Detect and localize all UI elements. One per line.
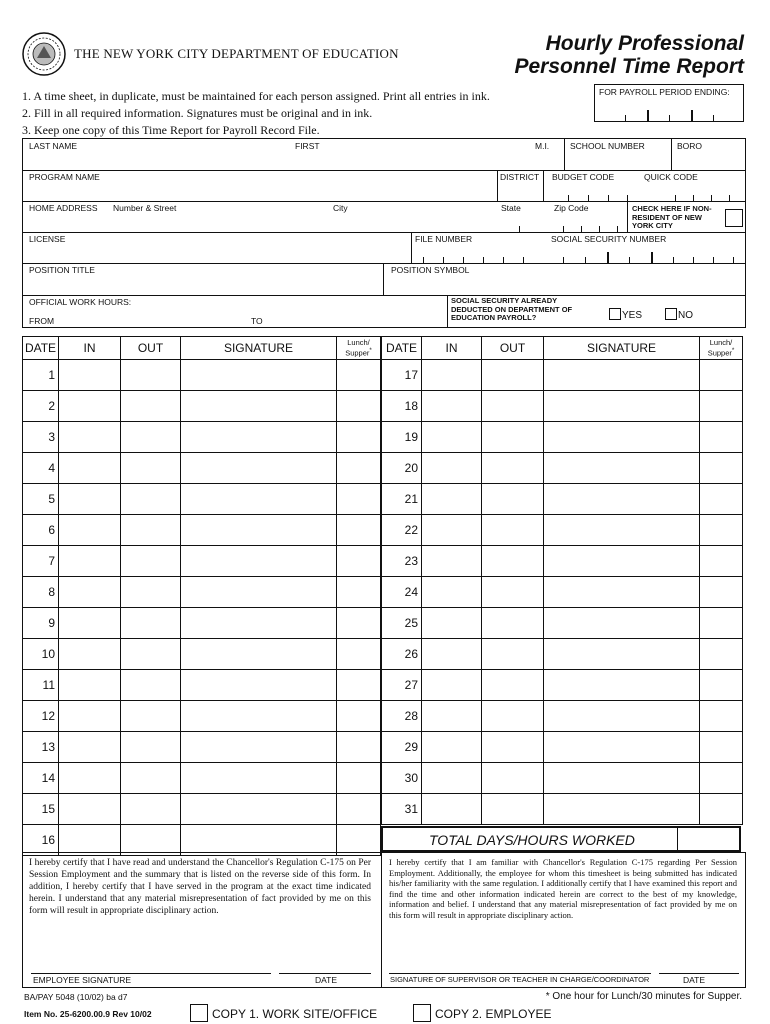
payroll-period-label: FOR PAYROLL PERIOD ENDING: — [599, 87, 730, 97]
to-label: TO — [251, 316, 263, 326]
out-cell[interactable] — [482, 639, 544, 670]
day-number: 30 — [382, 763, 422, 794]
lunch-cell[interactable] — [700, 794, 743, 825]
table-row — [23, 732, 381, 763]
last-name-field[interactable] — [23, 139, 563, 170]
signature-cell[interactable] — [544, 763, 700, 794]
table-row — [382, 701, 743, 732]
lunch-cell[interactable] — [337, 608, 381, 639]
out-cell[interactable] — [482, 484, 544, 515]
signature-cell[interactable] — [181, 670, 337, 701]
out-cell[interactable] — [482, 732, 544, 763]
out-cell[interactable] — [121, 763, 181, 794]
quick-code-label: QUICK CODE — [644, 172, 698, 182]
signature-header-right: SIGNATURE — [544, 337, 700, 360]
signature-cell[interactable] — [544, 453, 700, 484]
out-cell[interactable] — [121, 670, 181, 701]
lunch-cell[interactable] — [700, 639, 743, 670]
lunch-cell[interactable] — [337, 794, 381, 825]
lunch-cell[interactable] — [337, 453, 381, 484]
signature-cell[interactable] — [544, 360, 700, 391]
first-name-label: FIRST — [295, 141, 320, 151]
in-cell[interactable] — [59, 825, 121, 856]
time-table-right — [381, 336, 743, 825]
signature-cell[interactable] — [181, 701, 337, 732]
signature-cell[interactable] — [181, 825, 337, 856]
total-label: TOTAL DAYS/HOURS WORKED — [429, 832, 635, 848]
in-cell[interactable] — [59, 608, 121, 639]
out-cell[interactable] — [121, 422, 181, 453]
employee-signature-field[interactable] — [31, 953, 271, 973]
in-cell[interactable] — [422, 515, 482, 546]
footnote: * One hour for Lunch/30 minutes for Supper. — [545, 991, 742, 1002]
license-field[interactable] — [23, 232, 411, 263]
out-cell[interactable] — [121, 360, 181, 391]
in-cell[interactable] — [59, 546, 121, 577]
table-row — [382, 360, 743, 391]
day-number: 19 — [382, 422, 422, 453]
nonresident-checkbox[interactable] — [725, 209, 743, 227]
in-cell[interactable] — [422, 546, 482, 577]
day-number: 26 — [382, 639, 422, 670]
school-number-label: SCHOOL NUMBER — [570, 141, 645, 151]
in-cell[interactable] — [59, 360, 121, 391]
day-number: 25 — [382, 608, 422, 639]
in-cell[interactable] — [59, 794, 121, 825]
table-row — [382, 484, 743, 515]
license-label: LICENSE — [29, 234, 66, 244]
table-row — [23, 484, 381, 515]
home-address-label: HOME ADDRESS — [29, 203, 98, 213]
in-cell[interactable] — [422, 670, 482, 701]
day-number: 21 — [382, 484, 422, 515]
lunch-cell[interactable] — [337, 763, 381, 794]
mi-label: M.I. — [535, 141, 550, 151]
position-symbol-label: POSITION SYMBOL — [391, 265, 470, 275]
out-cell[interactable] — [482, 608, 544, 639]
work-hours-label: OFFICIAL WORK HOURS: — [29, 297, 132, 307]
day-number: 22 — [382, 515, 422, 546]
in-cell[interactable] — [59, 453, 121, 484]
lunch-cell[interactable] — [337, 515, 381, 546]
out-cell[interactable] — [482, 422, 544, 453]
signature-cell[interactable] — [544, 515, 700, 546]
lunch-cell[interactable] — [337, 391, 381, 422]
table-row — [382, 453, 743, 484]
day-number: 14 — [23, 763, 59, 794]
day-number: 13 — [23, 732, 59, 763]
file-number-label: FILE NUMBER — [415, 234, 473, 244]
lunch-header: Lunch/ Supper* — [337, 337, 381, 360]
day-number: 5 — [23, 484, 59, 515]
instruction-2: 2. Fill in all required information. Signatures must be original and in ink. — [22, 106, 373, 120]
day-number: 7 — [23, 546, 59, 577]
table-row — [23, 670, 381, 701]
no-label: NO — [678, 310, 693, 321]
out-cell[interactable] — [121, 608, 181, 639]
out-cell[interactable] — [482, 546, 544, 577]
day-number: 28 — [382, 701, 422, 732]
lunch-cell[interactable] — [337, 701, 381, 732]
budget-code-label: BUDGET CODE — [552, 172, 615, 182]
employee-signature-label: EMPLOYEE SIGNATURE — [33, 975, 132, 985]
signature-cell[interactable] — [181, 515, 337, 546]
day-number: 27 — [382, 670, 422, 701]
table-row — [23, 453, 381, 484]
table-row — [382, 391, 743, 422]
signature-cell[interactable] — [181, 639, 337, 670]
in-cell[interactable] — [422, 422, 482, 453]
in-cell[interactable] — [59, 484, 121, 515]
day-number: 15 — [23, 794, 59, 825]
signature-cell[interactable] — [181, 484, 337, 515]
out-cell[interactable] — [121, 825, 181, 856]
table-row — [382, 422, 743, 453]
yes-checkbox[interactable] — [609, 308, 621, 320]
lunch-cell[interactable] — [700, 732, 743, 763]
no-checkbox[interactable] — [665, 308, 677, 320]
supervisor-signature-field[interactable] — [389, 953, 651, 973]
lunch-cell[interactable] — [700, 360, 743, 391]
table-row — [23, 360, 381, 391]
table-row — [382, 794, 743, 825]
signature-cell[interactable] — [181, 360, 337, 391]
supervisor-date-label: DATE — [683, 975, 706, 985]
out-cell[interactable] — [121, 453, 181, 484]
number-street-label: Number & Street — [113, 203, 177, 213]
signature-cell[interactable] — [181, 453, 337, 484]
table-row — [23, 422, 381, 453]
table-row — [23, 639, 381, 670]
org-name: THE NEW YORK CITY DEPARTMENT OF EDUCATION — [74, 46, 399, 61]
table-row — [382, 670, 743, 701]
lunch-cell[interactable] — [700, 670, 743, 701]
copy2-checkbox[interactable] — [413, 1004, 431, 1022]
supervisor-certification: I hereby certify that I am familiar with Chancellor's Regulation C-175 regarding Per Session Employment. Additionally, the employee for whom this timesheet is being submitted has indicated his/her familiarity with the same regulation. I additionally certify that I have examined this report and find the time and other information indicated herein are correct to the best of my knowledge, information and belief. I understand that any material misrepresentation of fact provided by me on this form will result in appropriate disciplinary action. — [389, 857, 737, 920]
employee-date-label: DATE — [315, 975, 338, 985]
signature-cell[interactable] — [181, 732, 337, 763]
form-title-line2: Personnel Time Report — [514, 55, 744, 78]
item-number: Item No. 25-6200.00.9 Rev 10/02 — [24, 1009, 152, 1019]
total-box — [381, 826, 741, 852]
program-name-field[interactable] — [23, 170, 497, 201]
employee-certification: I hereby certify that I have read and understand the Chancellor's Regulation C-175 on Per Session Employment and the summary that is listed on the reverse side of this form. In addition, I hereby certify that I have served in the program at the exact time indicated herein. I understand that any material misrepresentation of fact provided by me on this form will result in appropriate disciplinary action. — [29, 858, 371, 916]
lunch-cell[interactable] — [700, 701, 743, 732]
in-cell[interactable] — [422, 794, 482, 825]
state-label: State — [501, 203, 521, 213]
table-row — [23, 546, 381, 577]
day-number: 17 — [382, 360, 422, 391]
yes-label: YES — [622, 310, 643, 321]
out-cell[interactable] — [482, 360, 544, 391]
signature-cell[interactable] — [544, 732, 700, 763]
day-number: 20 — [382, 453, 422, 484]
from-label: FROM — [29, 316, 55, 326]
lunch-cell[interactable] — [700, 484, 743, 515]
instruction-1: 1. A time sheet, in duplicate, must be maintained for each person assigned. Print all entries in ink. — [22, 89, 490, 103]
out-cell[interactable] — [121, 732, 181, 763]
signature-cell[interactable] — [544, 608, 700, 639]
table-row — [382, 515, 743, 546]
out-cell[interactable] — [482, 670, 544, 701]
in-cell[interactable] — [422, 484, 482, 515]
out-cell[interactable] — [482, 577, 544, 608]
day-number: 29 — [382, 732, 422, 763]
day-number: 2 — [23, 391, 59, 422]
certification-box — [22, 852, 746, 988]
nyc-seal-icon — [22, 32, 66, 76]
last-name-label: LAST NAME — [29, 141, 78, 151]
table-row — [23, 794, 381, 825]
in-cell[interactable] — [59, 732, 121, 763]
lunch-cell[interactable] — [337, 639, 381, 670]
out-cell[interactable] — [121, 515, 181, 546]
signature-cell[interactable] — [544, 546, 700, 577]
signature-cell[interactable] — [181, 391, 337, 422]
position-title-field[interactable] — [23, 263, 383, 295]
out-cell[interactable] — [121, 391, 181, 422]
lunch-cell[interactable] — [700, 515, 743, 546]
out-header: OUT — [121, 337, 181, 360]
lunch-cell[interactable] — [700, 608, 743, 639]
day-number: 11 — [23, 670, 59, 701]
out-cell[interactable] — [121, 546, 181, 577]
instruction-3: 3. Keep one copy of this Time Report for Payroll Record File. — [22, 123, 320, 137]
signature-cell[interactable] — [544, 484, 700, 515]
out-header-right: OUT — [482, 337, 544, 360]
total-value-field[interactable] — [678, 828, 739, 850]
signature-cell[interactable] — [544, 670, 700, 701]
day-number: 31 — [382, 794, 422, 825]
home-address-field[interactable] — [23, 201, 493, 232]
signature-cell[interactable] — [544, 701, 700, 732]
position-title-label: POSITION TITLE — [29, 265, 95, 275]
table-row — [382, 639, 743, 670]
in-cell[interactable] — [59, 670, 121, 701]
day-number: 24 — [382, 577, 422, 608]
table-row — [23, 763, 381, 794]
in-cell[interactable] — [422, 453, 482, 484]
table-row — [23, 701, 381, 732]
day-number: 23 — [382, 546, 422, 577]
table-row — [23, 391, 381, 422]
lunch-cell[interactable] — [700, 391, 743, 422]
day-number: 1 — [23, 360, 59, 391]
date-header: DATE — [23, 337, 59, 360]
form-id: BA/PAY 5048 (10/02) ba d7 — [24, 992, 128, 1002]
day-number: 9 — [23, 608, 59, 639]
form-title-line1: Hourly Professional — [545, 32, 744, 55]
day-number: 3 — [23, 422, 59, 453]
out-cell[interactable] — [121, 701, 181, 732]
in-cell[interactable] — [422, 732, 482, 763]
signature-cell[interactable] — [181, 608, 337, 639]
lunch-cell[interactable] — [337, 484, 381, 515]
lunch-cell[interactable] — [337, 732, 381, 763]
table-row — [382, 546, 743, 577]
ss-deducted-label: SOCIAL SECURITY ALREADY DEDUCTED ON DEPARTMENT OF EDUCATION PAYROLL? — [451, 296, 573, 322]
in-cell[interactable] — [59, 639, 121, 670]
in-cell[interactable] — [59, 763, 121, 794]
in-cell[interactable] — [422, 763, 482, 794]
table-row — [23, 577, 381, 608]
table-row — [23, 825, 381, 856]
signature-header: SIGNATURE — [181, 337, 337, 360]
program-name-label: PROGRAM NAME — [29, 172, 100, 182]
lunch-cell[interactable] — [337, 577, 381, 608]
signature-cell[interactable] — [181, 546, 337, 577]
in-header-right: IN — [422, 337, 482, 360]
signature-cell[interactable] — [544, 639, 700, 670]
in-cell[interactable] — [422, 639, 482, 670]
out-cell[interactable] — [482, 515, 544, 546]
lunch-cell[interactable] — [337, 546, 381, 577]
signature-cell[interactable] — [181, 794, 337, 825]
table-row — [382, 763, 743, 794]
lunch-cell[interactable] — [337, 422, 381, 453]
signature-cell[interactable] — [181, 577, 337, 608]
signature-cell[interactable] — [181, 763, 337, 794]
out-cell[interactable] — [482, 391, 544, 422]
table-row — [382, 577, 743, 608]
day-number: 6 — [23, 515, 59, 546]
out-cell[interactable] — [121, 639, 181, 670]
in-cell[interactable] — [422, 608, 482, 639]
copy1-checkbox[interactable] — [190, 1004, 208, 1022]
date-header-right: DATE — [382, 337, 422, 360]
in-cell[interactable] — [59, 391, 121, 422]
lunch-cell[interactable] — [337, 670, 381, 701]
out-cell[interactable] — [482, 453, 544, 484]
day-number: 8 — [23, 577, 59, 608]
lunch-cell[interactable] — [700, 546, 743, 577]
table-row — [382, 732, 743, 763]
in-cell[interactable] — [422, 577, 482, 608]
lunch-cell[interactable] — [337, 825, 381, 856]
in-header: IN — [59, 337, 121, 360]
in-cell[interactable] — [59, 577, 121, 608]
lunch-header-right: Lunch/ Supper* — [700, 337, 743, 360]
day-number: 12 — [23, 701, 59, 732]
in-cell[interactable] — [59, 515, 121, 546]
day-number: 10 — [23, 639, 59, 670]
in-cell[interactable] — [59, 422, 121, 453]
out-cell[interactable] — [121, 484, 181, 515]
day-number: 18 — [382, 391, 422, 422]
out-cell[interactable] — [482, 763, 544, 794]
copy1-label: COPY 1. WORK SITE/OFFICE — [212, 1007, 378, 1021]
district-label: DISTRICT — [500, 172, 540, 182]
ssn-label: SOCIAL SECURITY NUMBER — [551, 234, 667, 244]
day-number: 4 — [23, 453, 59, 484]
payroll-period-box[interactable] — [594, 84, 744, 122]
signature-cell[interactable] — [544, 422, 700, 453]
in-cell[interactable] — [59, 701, 121, 732]
employee-info-grid — [22, 138, 746, 328]
copy2-label: COPY 2. EMPLOYEE — [435, 1007, 552, 1021]
out-cell[interactable] — [482, 701, 544, 732]
out-cell[interactable] — [482, 794, 544, 825]
lunch-cell[interactable] — [337, 360, 381, 391]
supervisor-signature-label: SIGNATURE OF SUPERVISOR OR TEACHER IN CHARGE/COORDINATOR — [390, 975, 650, 984]
lunch-cell[interactable] — [700, 453, 743, 484]
nonresident-label: CHECK HERE IF NON-RESIDENT OF NEW YORK CITY — [632, 204, 712, 230]
out-cell[interactable] — [121, 794, 181, 825]
in-cell[interactable] — [422, 360, 482, 391]
city-label: City — [333, 203, 348, 213]
time-table-left — [22, 336, 381, 856]
zip-label: Zip Code — [554, 203, 589, 213]
out-cell[interactable] — [121, 577, 181, 608]
table-row — [23, 608, 381, 639]
boro-label: BORO — [677, 141, 703, 151]
signature-cell[interactable] — [544, 577, 700, 608]
signature-cell[interactable] — [544, 391, 700, 422]
signature-cell[interactable] — [544, 794, 700, 825]
table-row — [23, 515, 381, 546]
lunch-cell[interactable] — [700, 422, 743, 453]
signature-cell[interactable] — [181, 422, 337, 453]
table-row — [382, 608, 743, 639]
in-cell[interactable] — [422, 391, 482, 422]
lunch-cell[interactable] — [700, 577, 743, 608]
in-cell[interactable] — [422, 701, 482, 732]
day-number: 16 — [23, 825, 59, 856]
lunch-cell[interactable] — [700, 763, 743, 794]
